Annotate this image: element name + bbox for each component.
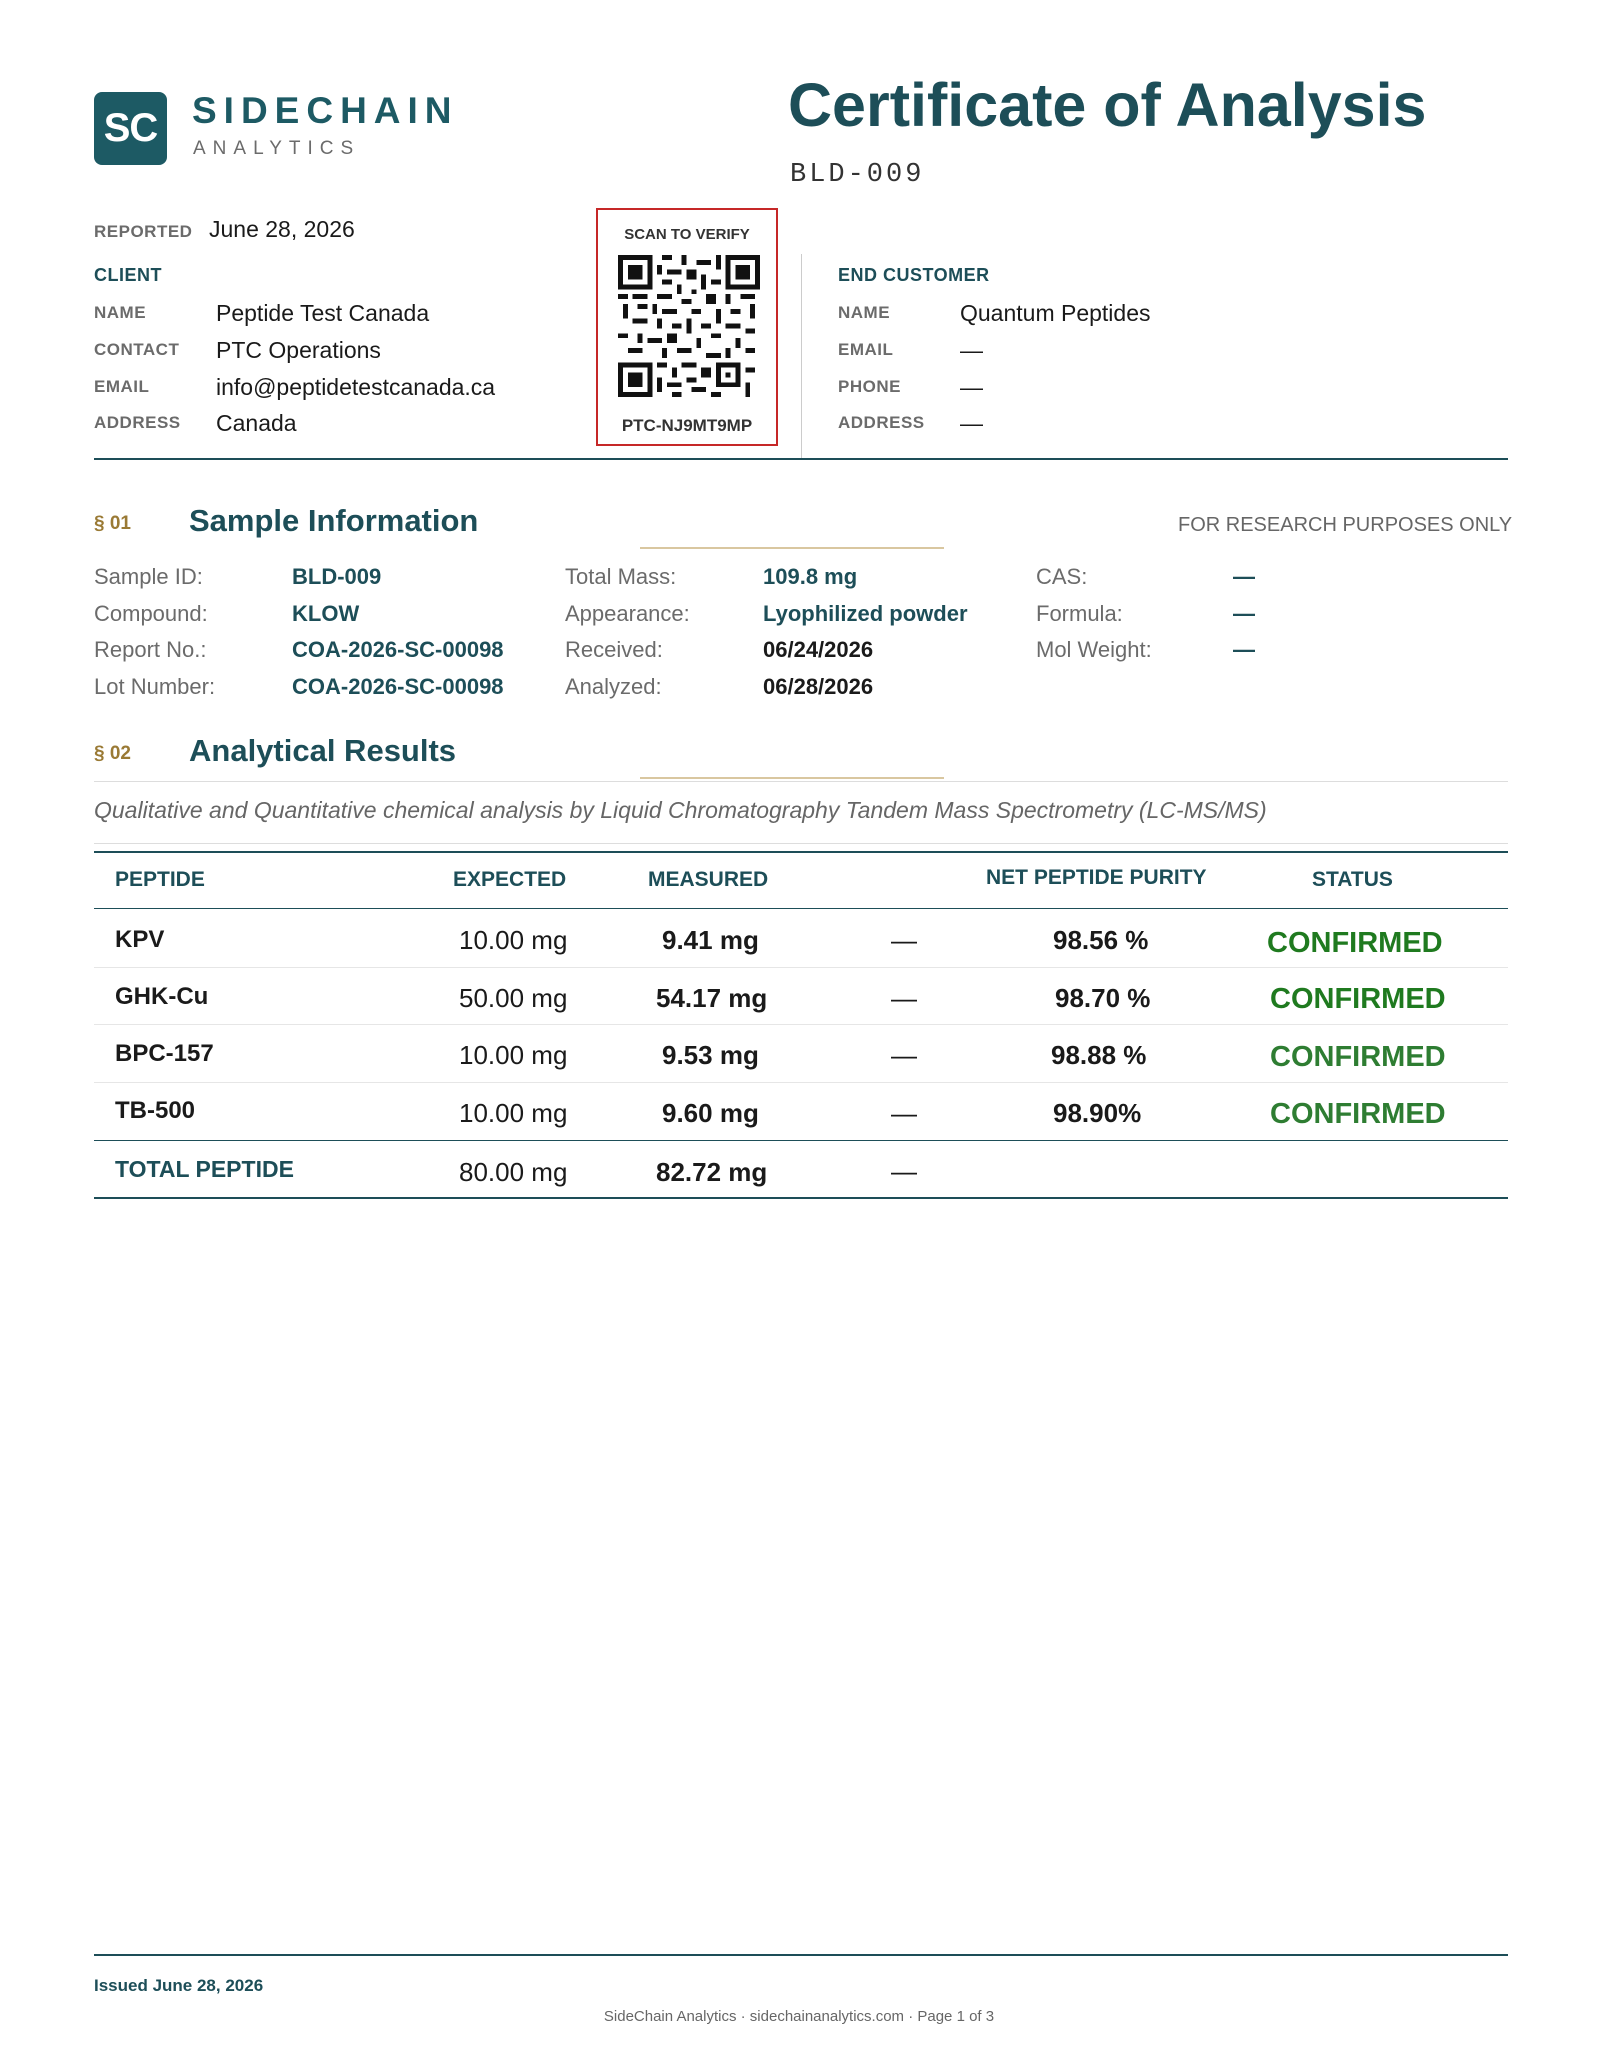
- client-contact-value: PTC Operations: [216, 337, 381, 363]
- client-address-value: Canada: [216, 410, 297, 436]
- section-title: Analytical Results: [189, 733, 457, 768]
- end-customer-email-value: —: [960, 337, 983, 363]
- report-no-label: Report No.:: [94, 637, 207, 662]
- logo-mark: SC: [94, 92, 167, 165]
- end-customer-name-value: Quantum Peptides: [960, 300, 1151, 326]
- table-row-measured: 9.41 mg: [662, 925, 759, 955]
- compound-label: Compound:: [94, 601, 208, 626]
- table-row-expected: 10.00 mg: [459, 1098, 568, 1128]
- lot-number-label: Lot Number:: [94, 674, 216, 699]
- row-divider: [94, 1082, 1508, 1083]
- table-row-purity: 98.90%: [1053, 1098, 1142, 1128]
- section-number: § 01: [94, 513, 131, 534]
- end-customer-address-label: ADDRESS: [838, 413, 925, 432]
- mol-weight-label: Mol Weight:: [1036, 637, 1152, 662]
- sample-id-label: Sample ID:: [94, 564, 203, 589]
- reported-label: REPORTED: [94, 222, 193, 241]
- row-divider: [94, 967, 1508, 968]
- status-badge: CONFIRMED: [1270, 983, 1446, 1015]
- table-row-peptide: KPV: [115, 926, 165, 953]
- lot-number-value: COA-2026-SC-00098: [292, 674, 504, 699]
- total-mass-value: 109.8 mg: [763, 564, 858, 589]
- received-value: 06/24/2026: [763, 637, 874, 662]
- analyzed-value: 06/28/2026: [763, 674, 874, 699]
- table-row-peptide: TB-500: [115, 1097, 196, 1124]
- footer-info: SideChain Analytics · sidechainanalytics.com · Page 1 of 3: [603, 2008, 995, 2025]
- status-badge: CONFIRMED: [1270, 1041, 1446, 1073]
- formula-label: Formula:: [1036, 601, 1123, 626]
- compound-value: KLOW: [292, 601, 360, 626]
- table-bottom-rule: [94, 1197, 1508, 1199]
- certificate-code: BLD-009: [790, 160, 925, 190]
- table-row-expected: 10.00 mg: [459, 1040, 568, 1070]
- client-contact-label: CONTACT: [94, 340, 180, 359]
- end-customer-address-value: —: [960, 410, 983, 436]
- col-header-expected: EXPECTED: [453, 868, 567, 891]
- qr-title: SCAN TO VERIFY: [624, 226, 750, 243]
- table-row-expected: 10.00 mg: [459, 925, 568, 955]
- header-rule: [94, 908, 1508, 909]
- formula-value: —: [1233, 601, 1255, 626]
- mol-weight-value: —: [1233, 637, 1255, 662]
- issued-date: Issued June 28, 2026: [94, 1976, 264, 1995]
- table-row-dash: —: [891, 1040, 917, 1070]
- page-title: Certificate of Analysis: [788, 71, 1427, 139]
- divider: [94, 781, 1508, 782]
- report-no-value: COA-2026-SC-00098: [292, 637, 504, 662]
- table-row-purity: 98.70 %: [1055, 983, 1151, 1013]
- row-divider: [94, 1024, 1508, 1025]
- table-row-peptide: GHK-Cu: [115, 983, 209, 1010]
- table-row-measured: 9.53 mg: [662, 1040, 759, 1070]
- client-name-label: NAME: [94, 303, 147, 322]
- end-customer-phone-label: PHONE: [838, 377, 901, 396]
- col-header-purity: NET PEPTIDE PURITY: [986, 866, 1207, 889]
- client-address-label: ADDRESS: [94, 413, 181, 432]
- total-rule: [94, 1140, 1508, 1141]
- col-header-measured: MEASURED: [648, 868, 769, 891]
- analysis-method: Qualitative and Quantitative chemical analysis by Liquid Chromatography Tandem Mass Spectrometry (LC-MS/MS): [94, 797, 1267, 823]
- appearance-label: Appearance:: [565, 601, 690, 626]
- col-header-status: STATUS: [1312, 868, 1393, 891]
- analyzed-label: Analyzed:: [565, 674, 662, 699]
- research-note: FOR RESEARCH PURPOSES ONLY: [1178, 514, 1513, 536]
- table-row-dash: —: [891, 1098, 917, 1128]
- client-heading: CLIENT: [94, 265, 162, 285]
- qr-verify-panel[interactable]: [596, 208, 778, 446]
- end-customer-email-label: EMAIL: [838, 340, 894, 359]
- section-number: § 02: [94, 743, 131, 764]
- total-peptide-label: TOTAL PEPTIDE: [115, 1156, 294, 1182]
- total-expected: 80.00 mg: [459, 1157, 568, 1187]
- received-label: Received:: [565, 637, 663, 662]
- verification-code: PTC-NJ9MT9MP: [621, 416, 753, 435]
- table-row-measured: 9.60 mg: [662, 1098, 759, 1128]
- section-underline: [640, 777, 944, 779]
- table-row-dash: —: [891, 925, 917, 955]
- client-name-value: Peptide Test Canada: [216, 300, 430, 326]
- col-header-peptide: PEPTIDE: [115, 868, 205, 891]
- sample-id-value: BLD-009: [292, 564, 382, 589]
- divider: [94, 843, 1508, 844]
- table-row-dash: —: [891, 983, 917, 1013]
- client-email-label: EMAIL: [94, 377, 150, 396]
- table-row-measured: 54.17 mg: [656, 983, 768, 1013]
- qr-code-icon[interactable]: [618, 255, 760, 397]
- section-title: Sample Information: [189, 503, 479, 538]
- table-row-expected: 50.00 mg: [459, 983, 568, 1013]
- brand-name: SIDECHAIN: [192, 90, 459, 131]
- table-row-purity: 98.88 %: [1051, 1040, 1147, 1070]
- header-divider: [94, 458, 1508, 460]
- end-customer-heading: END CUSTOMER: [838, 265, 990, 285]
- total-measured: 82.72 mg: [656, 1157, 768, 1187]
- table-top-rule: [94, 851, 1508, 853]
- table-row-peptide: BPC-157: [115, 1040, 214, 1067]
- cas-label: CAS:: [1036, 564, 1088, 589]
- footer-divider: [94, 1954, 1508, 1956]
- end-customer-name-label: NAME: [838, 303, 891, 322]
- status-badge: CONFIRMED: [1267, 927, 1443, 959]
- section-underline: [640, 547, 944, 549]
- cas-value: —: [1233, 564, 1255, 589]
- reported-date: June 28, 2026: [209, 216, 355, 242]
- total-dash: —: [891, 1156, 917, 1186]
- status-badge: CONFIRMED: [1270, 1098, 1446, 1130]
- divider: [801, 254, 802, 458]
- client-email-value[interactable]: info@peptidetestcanada.ca: [216, 374, 496, 400]
- brand-subtitle: ANALYTICS: [193, 138, 361, 159]
- total-mass-label: Total Mass:: [565, 564, 677, 589]
- end-customer-phone-value: —: [960, 374, 983, 400]
- table-row-purity: 98.56 %: [1053, 925, 1149, 955]
- appearance-value: Lyophilized powder: [763, 601, 968, 626]
